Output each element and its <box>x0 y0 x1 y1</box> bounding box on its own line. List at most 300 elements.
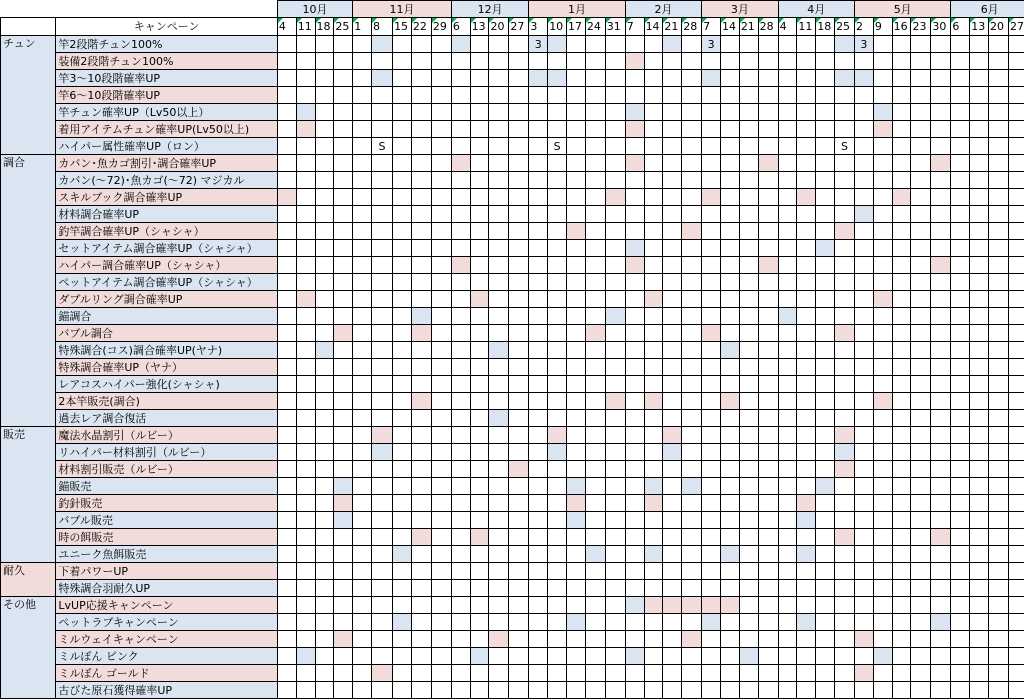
schedule-cell[interactable] <box>431 189 451 206</box>
schedule-cell[interactable] <box>739 155 758 172</box>
schedule-cell[interactable] <box>489 138 509 155</box>
schedule-cell[interactable] <box>529 427 548 444</box>
schedule-cell[interactable] <box>451 580 470 597</box>
schedule-cell[interactable] <box>989 495 1009 512</box>
schedule-cell[interactable] <box>663 614 682 631</box>
schedule-cell[interactable] <box>277 682 296 699</box>
date-header[interactable]: 29 <box>431 18 451 36</box>
schedule-cell[interactable] <box>816 104 835 121</box>
schedule-cell[interactable] <box>585 393 605 410</box>
schedule-cell[interactable] <box>509 580 529 597</box>
schedule-cell[interactable] <box>1008 291 1024 308</box>
schedule-cell[interactable] <box>451 70 470 87</box>
schedule-cell[interactable] <box>970 155 989 172</box>
schedule-cell[interactable] <box>797 359 816 376</box>
schedule-cell[interactable] <box>931 104 951 121</box>
schedule-cell[interactable] <box>758 257 778 274</box>
schedule-cell[interactable] <box>739 682 758 699</box>
schedule-cell[interactable] <box>605 70 625 87</box>
campaign-label[interactable]: ミルウェイキャンペーン <box>56 631 278 648</box>
schedule-cell[interactable] <box>758 410 778 427</box>
schedule-cell[interactable] <box>548 648 567 665</box>
schedule-cell[interactable] <box>816 172 835 189</box>
schedule-cell[interactable] <box>470 665 489 682</box>
schedule-cell[interactable] <box>778 614 797 631</box>
schedule-cell[interactable] <box>334 291 353 308</box>
schedule-cell[interactable] <box>739 580 758 597</box>
schedule-cell[interactable] <box>682 104 702 121</box>
schedule-cell[interactable] <box>835 87 855 104</box>
schedule-cell[interactable] <box>931 36 951 53</box>
schedule-cell[interactable] <box>855 206 874 223</box>
schedule-cell[interactable] <box>277 563 296 580</box>
schedule-cell[interactable] <box>393 444 412 461</box>
schedule-cell[interactable] <box>951 359 970 376</box>
schedule-cell[interactable] <box>548 155 567 172</box>
schedule-cell[interactable] <box>353 291 372 308</box>
schedule-cell[interactable] <box>816 614 835 631</box>
schedule-cell[interactable] <box>835 121 855 138</box>
schedule-cell[interactable] <box>1008 308 1024 325</box>
schedule-cell[interactable] <box>393 665 412 682</box>
schedule-cell[interactable] <box>451 138 470 155</box>
schedule-cell[interactable] <box>911 325 931 342</box>
schedule-cell[interactable] <box>797 325 816 342</box>
schedule-cell[interactable] <box>644 529 663 546</box>
schedule-cell[interactable] <box>892 274 911 291</box>
schedule-cell[interactable] <box>489 189 509 206</box>
schedule-cell[interactable] <box>873 393 892 410</box>
schedule-cell[interactable] <box>797 206 816 223</box>
schedule-cell[interactable] <box>334 342 353 359</box>
schedule-cell[interactable] <box>470 104 489 121</box>
schedule-cell[interactable] <box>644 53 663 70</box>
schedule-cell[interactable] <box>372 631 393 648</box>
schedule-cell[interactable] <box>585 682 605 699</box>
schedule-cell[interactable] <box>739 172 758 189</box>
schedule-cell[interactable] <box>835 495 855 512</box>
schedule-cell[interactable] <box>489 240 509 257</box>
schedule-cell[interactable] <box>911 478 931 495</box>
schedule-cell[interactable] <box>797 529 816 546</box>
schedule-cell[interactable] <box>334 478 353 495</box>
campaign-column-header[interactable]: キャンペーン <box>56 18 278 36</box>
schedule-cell[interactable] <box>739 121 758 138</box>
schedule-cell[interactable] <box>489 36 509 53</box>
schedule-cell[interactable] <box>931 240 951 257</box>
schedule-cell[interactable] <box>277 648 296 665</box>
schedule-cell[interactable] <box>951 257 970 274</box>
schedule-cell[interactable] <box>663 121 682 138</box>
schedule-cell[interactable] <box>931 393 951 410</box>
schedule-cell[interactable] <box>548 444 567 461</box>
schedule-cell[interactable] <box>855 682 874 699</box>
schedule-cell[interactable] <box>625 155 644 172</box>
schedule-cell[interactable]: S <box>372 138 393 155</box>
schedule-cell[interactable] <box>470 461 489 478</box>
schedule-cell[interactable] <box>567 597 586 614</box>
date-header[interactable]: 2 <box>855 18 874 36</box>
schedule-cell[interactable] <box>605 393 625 410</box>
schedule-cell[interactable] <box>970 563 989 580</box>
schedule-cell[interactable] <box>372 376 393 393</box>
schedule-cell[interactable] <box>989 257 1009 274</box>
schedule-cell[interactable] <box>816 512 835 529</box>
schedule-cell[interactable] <box>489 427 509 444</box>
schedule-cell[interactable] <box>663 172 682 189</box>
schedule-cell[interactable] <box>797 189 816 206</box>
schedule-cell[interactable] <box>873 665 892 682</box>
schedule-cell[interactable] <box>585 376 605 393</box>
schedule-cell[interactable] <box>855 529 874 546</box>
campaign-label[interactable]: 魔法水晶割引（ルビー） <box>56 427 278 444</box>
schedule-cell[interactable] <box>411 308 431 325</box>
schedule-cell[interactable] <box>855 87 874 104</box>
schedule-cell[interactable] <box>778 240 797 257</box>
schedule-cell[interactable] <box>509 70 529 87</box>
schedule-cell[interactable] <box>835 461 855 478</box>
schedule-cell[interactable] <box>892 495 911 512</box>
schedule-cell[interactable] <box>855 410 874 427</box>
schedule-cell[interactable] <box>778 478 797 495</box>
schedule-cell[interactable] <box>353 342 372 359</box>
schedule-cell[interactable] <box>702 529 721 546</box>
schedule-cell[interactable] <box>931 410 951 427</box>
schedule-cell[interactable] <box>529 257 548 274</box>
schedule-cell[interactable] <box>931 376 951 393</box>
schedule-cell[interactable] <box>835 512 855 529</box>
schedule-cell[interactable] <box>353 155 372 172</box>
schedule-cell[interactable] <box>892 444 911 461</box>
schedule-cell[interactable] <box>451 614 470 631</box>
date-header[interactable]: 30 <box>931 18 951 36</box>
schedule-cell[interactable] <box>682 410 702 427</box>
schedule-cell[interactable] <box>529 172 548 189</box>
schedule-cell[interactable] <box>296 87 315 104</box>
schedule-cell[interactable] <box>353 648 372 665</box>
schedule-cell[interactable] <box>315 393 334 410</box>
campaign-label[interactable]: 材料調合確率UP <box>56 206 278 223</box>
schedule-cell[interactable] <box>1008 512 1024 529</box>
schedule-cell[interactable] <box>989 597 1009 614</box>
schedule-cell[interactable] <box>739 189 758 206</box>
schedule-cell[interactable] <box>585 257 605 274</box>
schedule-cell[interactable] <box>625 359 644 376</box>
schedule-cell[interactable] <box>778 138 797 155</box>
schedule-cell[interactable] <box>970 512 989 529</box>
date-header[interactable]: 11 <box>797 18 816 36</box>
schedule-cell[interactable] <box>873 427 892 444</box>
schedule-cell[interactable] <box>797 478 816 495</box>
schedule-cell[interactable] <box>758 274 778 291</box>
schedule-cell[interactable] <box>758 580 778 597</box>
schedule-cell[interactable] <box>315 682 334 699</box>
schedule-cell[interactable] <box>644 580 663 597</box>
schedule-cell[interactable] <box>372 444 393 461</box>
schedule-cell[interactable] <box>548 529 567 546</box>
schedule-cell[interactable] <box>431 155 451 172</box>
schedule-cell[interactable] <box>451 121 470 138</box>
schedule-cell[interactable] <box>567 172 586 189</box>
campaign-label[interactable]: レアコスハイパー強化(シャシャ) <box>56 376 278 393</box>
schedule-cell[interactable] <box>892 172 911 189</box>
schedule-cell[interactable] <box>605 325 625 342</box>
schedule-cell[interactable] <box>951 444 970 461</box>
schedule-cell[interactable] <box>625 478 644 495</box>
schedule-cell[interactable] <box>393 427 412 444</box>
schedule-cell[interactable] <box>855 53 874 70</box>
schedule-cell[interactable] <box>625 104 644 121</box>
schedule-cell[interactable] <box>663 529 682 546</box>
schedule-cell[interactable] <box>372 648 393 665</box>
schedule-cell[interactable] <box>682 495 702 512</box>
schedule-cell[interactable] <box>548 580 567 597</box>
schedule-cell[interactable] <box>951 461 970 478</box>
schedule-cell[interactable] <box>470 342 489 359</box>
schedule-cell[interactable] <box>548 70 567 87</box>
schedule-cell[interactable] <box>855 512 874 529</box>
schedule-cell[interactable] <box>372 87 393 104</box>
schedule-cell[interactable] <box>682 478 702 495</box>
schedule-cell[interactable] <box>758 155 778 172</box>
schedule-cell[interactable] <box>1008 36 1024 53</box>
schedule-cell[interactable] <box>451 461 470 478</box>
schedule-cell[interactable] <box>529 138 548 155</box>
campaign-label[interactable]: ユニーク魚餌販売 <box>56 546 278 563</box>
schedule-cell[interactable] <box>353 359 372 376</box>
date-header[interactable]: 23 <box>911 18 931 36</box>
schedule-cell[interactable] <box>816 648 835 665</box>
schedule-cell[interactable] <box>470 155 489 172</box>
schedule-cell[interactable] <box>911 376 931 393</box>
schedule-cell[interactable] <box>758 614 778 631</box>
schedule-cell[interactable] <box>489 529 509 546</box>
schedule-cell[interactable] <box>1008 580 1024 597</box>
schedule-cell[interactable] <box>970 121 989 138</box>
schedule-cell[interactable] <box>605 206 625 223</box>
schedule-cell[interactable] <box>509 189 529 206</box>
schedule-cell[interactable] <box>470 189 489 206</box>
schedule-cell[interactable] <box>353 376 372 393</box>
schedule-cell[interactable] <box>529 308 548 325</box>
schedule-cell[interactable] <box>1008 138 1024 155</box>
schedule-cell[interactable] <box>758 87 778 104</box>
schedule-cell[interactable] <box>911 172 931 189</box>
schedule-cell[interactable] <box>372 546 393 563</box>
schedule-cell[interactable] <box>644 427 663 444</box>
schedule-cell[interactable] <box>315 580 334 597</box>
schedule-cell[interactable] <box>855 342 874 359</box>
schedule-cell[interactable] <box>509 682 529 699</box>
schedule-cell[interactable] <box>892 512 911 529</box>
schedule-cell[interactable] <box>970 529 989 546</box>
schedule-cell[interactable] <box>296 70 315 87</box>
schedule-cell[interactable] <box>585 580 605 597</box>
schedule-cell[interactable] <box>758 36 778 53</box>
schedule-cell[interactable] <box>911 257 931 274</box>
schedule-cell[interactable] <box>393 648 412 665</box>
schedule-cell[interactable] <box>567 546 586 563</box>
schedule-cell[interactable] <box>489 53 509 70</box>
schedule-cell[interactable] <box>509 529 529 546</box>
schedule-cell[interactable] <box>489 580 509 597</box>
schedule-cell[interactable] <box>625 682 644 699</box>
schedule-cell[interactable] <box>644 189 663 206</box>
schedule-cell[interactable] <box>489 631 509 648</box>
schedule-cell[interactable] <box>296 580 315 597</box>
date-header[interactable]: 15 <box>393 18 412 36</box>
schedule-cell[interactable] <box>739 410 758 427</box>
schedule-cell[interactable] <box>334 257 353 274</box>
schedule-cell[interactable] <box>489 87 509 104</box>
schedule-cell[interactable] <box>334 648 353 665</box>
schedule-cell[interactable] <box>931 427 951 444</box>
schedule-cell[interactable] <box>797 240 816 257</box>
schedule-cell[interactable] <box>970 665 989 682</box>
schedule-cell[interactable] <box>855 478 874 495</box>
schedule-cell[interactable] <box>585 597 605 614</box>
schedule-cell[interactable] <box>605 121 625 138</box>
schedule-cell[interactable] <box>797 631 816 648</box>
schedule-cell[interactable] <box>989 240 1009 257</box>
schedule-cell[interactable] <box>585 36 605 53</box>
schedule-cell[interactable] <box>835 648 855 665</box>
schedule-cell[interactable] <box>702 121 721 138</box>
schedule-cell[interactable] <box>509 342 529 359</box>
schedule-cell[interactable] <box>682 359 702 376</box>
schedule-cell[interactable] <box>758 478 778 495</box>
schedule-cell[interactable] <box>393 189 412 206</box>
schedule-cell[interactable] <box>470 36 489 53</box>
schedule-cell[interactable] <box>682 648 702 665</box>
schedule-cell[interactable] <box>296 478 315 495</box>
schedule-cell[interactable] <box>372 512 393 529</box>
schedule-cell[interactable] <box>315 512 334 529</box>
schedule-cell[interactable] <box>720 172 739 189</box>
schedule-cell[interactable] <box>739 325 758 342</box>
schedule-cell[interactable] <box>951 87 970 104</box>
schedule-cell[interactable] <box>548 308 567 325</box>
schedule-cell[interactable] <box>778 444 797 461</box>
schedule-cell[interactable] <box>816 393 835 410</box>
schedule-cell[interactable] <box>548 104 567 121</box>
schedule-cell[interactable] <box>816 138 835 155</box>
schedule-cell[interactable] <box>567 444 586 461</box>
schedule-cell[interactable] <box>529 563 548 580</box>
schedule-cell[interactable] <box>951 155 970 172</box>
schedule-cell[interactable] <box>931 631 951 648</box>
schedule-cell[interactable] <box>548 206 567 223</box>
schedule-cell[interactable] <box>835 478 855 495</box>
schedule-cell[interactable] <box>739 393 758 410</box>
schedule-cell[interactable] <box>702 172 721 189</box>
schedule-cell[interactable] <box>605 291 625 308</box>
schedule-cell[interactable] <box>951 529 970 546</box>
schedule-cell[interactable] <box>682 682 702 699</box>
schedule-cell[interactable] <box>778 495 797 512</box>
schedule-cell[interactable] <box>277 529 296 546</box>
schedule-cell[interactable] <box>911 342 931 359</box>
schedule-cell[interactable] <box>605 359 625 376</box>
schedule-cell[interactable] <box>778 597 797 614</box>
schedule-cell[interactable] <box>431 36 451 53</box>
schedule-cell[interactable] <box>548 393 567 410</box>
schedule-cell[interactable] <box>970 478 989 495</box>
date-header[interactable]: 27 <box>1008 18 1024 36</box>
schedule-cell[interactable] <box>682 444 702 461</box>
schedule-cell[interactable] <box>372 563 393 580</box>
schedule-cell[interactable] <box>585 427 605 444</box>
schedule-cell[interactable] <box>529 580 548 597</box>
schedule-cell[interactable] <box>835 631 855 648</box>
schedule-cell[interactable] <box>567 155 586 172</box>
schedule-cell[interactable] <box>835 155 855 172</box>
schedule-cell[interactable] <box>931 461 951 478</box>
schedule-cell[interactable] <box>702 206 721 223</box>
schedule-cell[interactable] <box>315 376 334 393</box>
schedule-cell[interactable] <box>682 223 702 240</box>
schedule-cell[interactable] <box>296 36 315 53</box>
schedule-cell[interactable] <box>277 138 296 155</box>
schedule-cell[interactable] <box>470 206 489 223</box>
schedule-cell[interactable] <box>911 155 931 172</box>
schedule-cell[interactable] <box>372 529 393 546</box>
schedule-cell[interactable] <box>567 308 586 325</box>
schedule-cell[interactable] <box>509 206 529 223</box>
schedule-cell[interactable] <box>1008 70 1024 87</box>
schedule-cell[interactable] <box>970 70 989 87</box>
schedule-cell[interactable] <box>892 70 911 87</box>
schedule-cell[interactable] <box>334 155 353 172</box>
schedule-cell[interactable] <box>296 648 315 665</box>
schedule-cell[interactable] <box>644 648 663 665</box>
schedule-cell[interactable] <box>605 274 625 291</box>
schedule-cell[interactable] <box>625 121 644 138</box>
schedule-cell[interactable] <box>873 223 892 240</box>
schedule-cell[interactable] <box>702 495 721 512</box>
schedule-cell[interactable] <box>470 121 489 138</box>
schedule-cell[interactable] <box>835 427 855 444</box>
schedule-cell[interactable] <box>605 36 625 53</box>
schedule-cell[interactable] <box>567 631 586 648</box>
schedule-cell[interactable] <box>1008 563 1024 580</box>
schedule-cell[interactable] <box>835 240 855 257</box>
schedule-cell[interactable] <box>567 563 586 580</box>
schedule-cell[interactable] <box>605 172 625 189</box>
schedule-cell[interactable] <box>548 410 567 427</box>
schedule-cell[interactable] <box>702 53 721 70</box>
schedule-cell[interactable] <box>470 257 489 274</box>
schedule-cell[interactable] <box>911 359 931 376</box>
schedule-cell[interactable] <box>625 631 644 648</box>
schedule-cell[interactable] <box>605 410 625 427</box>
schedule-cell[interactable] <box>739 529 758 546</box>
schedule-cell[interactable] <box>585 512 605 529</box>
schedule-cell[interactable] <box>911 410 931 427</box>
schedule-cell[interactable] <box>816 240 835 257</box>
schedule-cell[interactable] <box>702 631 721 648</box>
schedule-cell[interactable] <box>951 104 970 121</box>
schedule-cell[interactable] <box>451 546 470 563</box>
schedule-cell[interactable] <box>720 614 739 631</box>
schedule-cell[interactable] <box>296 359 315 376</box>
schedule-cell[interactable] <box>816 478 835 495</box>
campaign-label[interactable]: 2本竿販売(調合) <box>56 393 278 410</box>
schedule-cell[interactable] <box>625 138 644 155</box>
schedule-cell[interactable] <box>296 410 315 427</box>
schedule-cell[interactable] <box>353 665 372 682</box>
schedule-cell[interactable] <box>682 308 702 325</box>
